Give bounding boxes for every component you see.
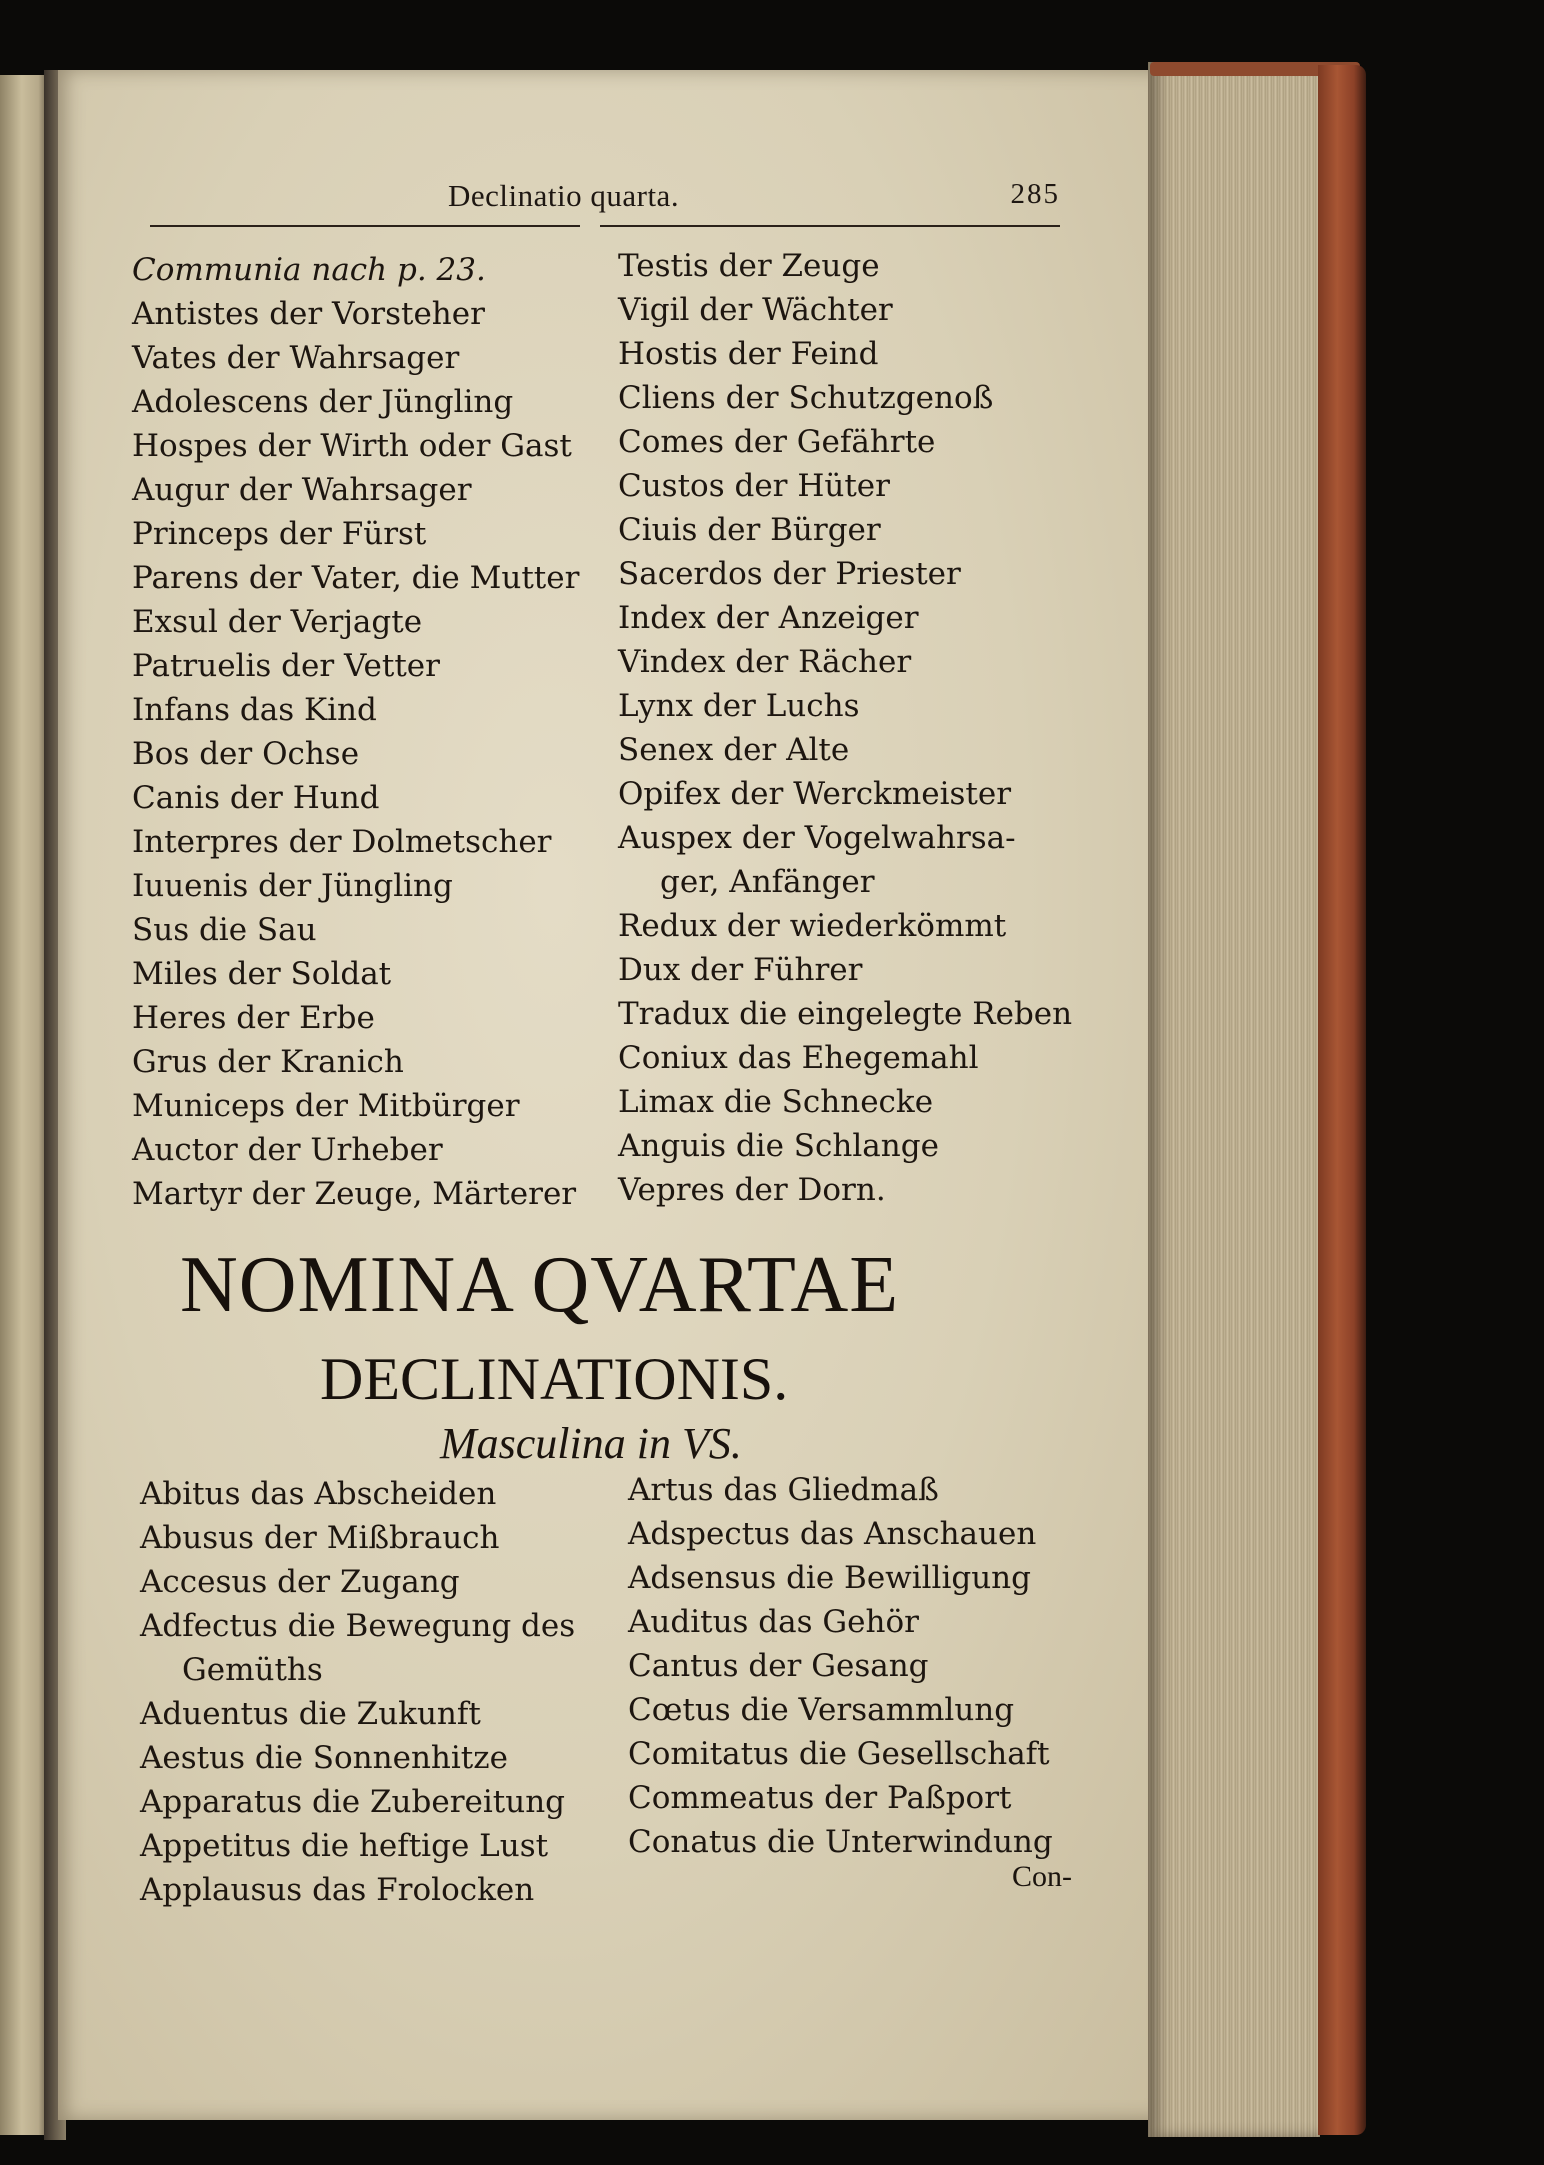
list-item: Augur der Wahrsager — [132, 472, 472, 508]
list-item: Sus die Sau — [132, 912, 317, 948]
list-item: Limax die Schnecke — [618, 1084, 934, 1120]
list-item: Communia nach p. 23. — [132, 252, 486, 288]
list-item: Ciuis der Bürger — [618, 512, 881, 548]
list-item: Vepres der Dorn. — [618, 1172, 886, 1208]
list-item: Aestus die Sonnenhitze — [140, 1740, 508, 1776]
list-item: Canis der Hund — [132, 780, 380, 816]
list-item: Auspex der Vogelwahrsa- — [618, 820, 1016, 856]
list-item: Redux der wiederkömmt — [618, 908, 1007, 944]
list-item: Antistes der Vorsteher — [132, 296, 485, 332]
book-cover — [1318, 65, 1366, 2135]
list-item: Coniux das Ehegemahl — [618, 1040, 979, 1076]
left-page-edge — [0, 75, 48, 2135]
list-item: Senex der Alte — [618, 732, 850, 768]
upper-right-column — [618, 244, 1072, 1212]
list-item: Tradux die eingelegte Reben — [618, 996, 1073, 1032]
list-item: Gemüths — [182, 1652, 323, 1688]
list-item: Testis der Zeuge — [618, 248, 880, 284]
list-item: Miles der Soldat — [132, 956, 392, 992]
list-item: Adfectus die Bewegung des — [140, 1608, 576, 1644]
section-heading: NOMINA QVARTAE — [180, 1241, 900, 1329]
header-rule-left — [150, 225, 580, 227]
list-item: Comes der Gefährte — [618, 424, 936, 460]
list-item: Aduentus die Zukunft — [140, 1696, 481, 1732]
list-item: Artus das Gliedmaß — [628, 1472, 939, 1508]
list-item: Cœtus die Versammlung — [628, 1692, 1015, 1728]
list-item: Apparatus die Zubereitung — [140, 1784, 566, 1820]
lower-left-column — [140, 1472, 575, 1912]
list-item: Applausus das Frolocken — [140, 1872, 535, 1908]
list-item: Anguis die Schlange — [618, 1128, 939, 1164]
list-item: Exsul der Verjagte — [132, 604, 423, 640]
list-item: Parens der Vater, die Mutter — [132, 560, 580, 596]
section-heading-continued: DECLINATIONIS. — [320, 1346, 789, 1412]
list-item: Conatus die Unterwindung — [628, 1824, 1053, 1860]
list-item: Hostis der Feind — [618, 336, 879, 372]
list-item: Sacerdos der Priester — [618, 556, 961, 592]
list-item: Bos der Ochse — [132, 736, 360, 772]
list-item: Appetitus die heftige Lust — [140, 1828, 549, 1864]
list-item: Opifex der Werckmeister — [618, 776, 1012, 812]
list-item: Princeps der Fürst — [132, 516, 427, 552]
list-item: Hospes der Wirth oder Gast — [132, 428, 572, 464]
list-item: Index der Anzeiger — [618, 600, 919, 636]
list-item: Adsensus die Bewilligung — [628, 1560, 1031, 1596]
list-item: Vigil der Wächter — [618, 292, 893, 328]
running-head — [440, 178, 1060, 218]
page-fore-edge — [1148, 62, 1320, 2137]
list-item: Grus der Kranich — [132, 1044, 404, 1080]
list-item: ger, Anfänger — [660, 864, 875, 900]
list-item: Vates der Wahrsager — [132, 340, 460, 376]
header-rule-right — [600, 225, 1060, 227]
list-item: Auditus das Gehör — [628, 1604, 919, 1640]
list-item: Cantus der Gesang — [628, 1648, 929, 1684]
list-item: Abusus der Mißbrauch — [140, 1520, 500, 1556]
lower-right-column — [628, 1468, 1053, 1864]
list-item: Municeps der Mitbürger — [132, 1088, 520, 1124]
list-item: Comitatus die Gesellschaft — [628, 1736, 1050, 1772]
list-item: Lynx der Luchs — [618, 688, 860, 724]
list-item: Interpres der Dolmetscher — [132, 824, 552, 860]
list-item: Iuuenis der Jüngling — [132, 868, 453, 904]
list-item: Commeatus der Paßport — [628, 1780, 1012, 1816]
list-item: Martyr der Zeuge, Märterer — [132, 1176, 577, 1212]
catchword: Con- — [1012, 1860, 1072, 1893]
list-item: Custos der Hüter — [618, 468, 890, 504]
list-item: Accesus der Zugang — [140, 1564, 460, 1600]
section-subheading: Masculina in VS. — [440, 1419, 742, 1468]
page-number: 285 — [1010, 178, 1060, 210]
list-item: Heres der Erbe — [132, 1000, 375, 1036]
upper-left-column — [132, 248, 579, 1216]
list-item: Abitus das Abscheiden — [140, 1476, 497, 1512]
list-item: Adspectus das Anschauen — [628, 1516, 1037, 1552]
list-item: Cliens der Schutzgenoß — [618, 380, 994, 416]
list-item: Infans das Kind — [132, 692, 377, 728]
list-item: Patruelis der Vetter — [132, 648, 440, 684]
list-item: Auctor der Urheber — [132, 1132, 443, 1168]
list-item: Dux der Führer — [618, 952, 863, 988]
list-item: Adolescens der Jüngling — [132, 384, 514, 420]
list-item: Vindex der Rächer — [618, 644, 912, 680]
running-title: Declinatio quarta. — [448, 178, 680, 213]
